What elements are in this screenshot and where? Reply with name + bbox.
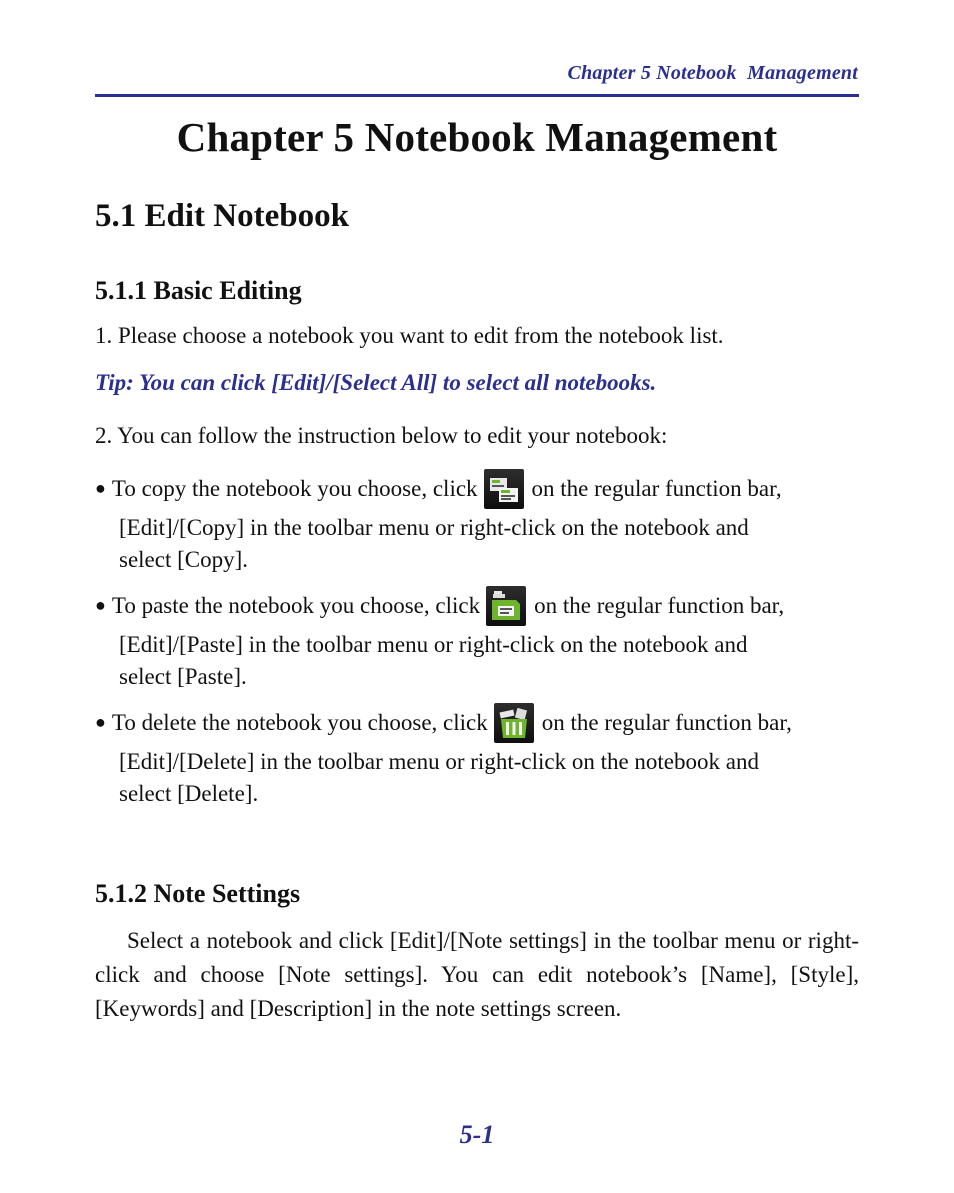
bullet-copy-line3: select [Copy]. (119, 547, 249, 572)
chapter-title: Chapter 5 Notebook Management (176, 114, 778, 160)
tip-text: Tip: You can click [Edit]/[Select All] to select all notebooks. (95, 370, 657, 395)
paste-notebook-icon (486, 586, 526, 626)
bullet-copy-line2: [Edit]/[Copy] in the toolbar menu or right-click on the notebook and (119, 515, 749, 540)
bullet-dot: ● (95, 478, 106, 498)
bullet-delete-line2: [Edit]/[Delete] in the toolbar menu or right-click on the notebook and (119, 749, 759, 774)
step-2-text: 2. You can follow the instruction below to edit your notebook: (95, 423, 668, 448)
delete-notebook-icon (494, 703, 534, 743)
bullet-paste-line2: [Edit]/[Paste] in the toolbar menu or right-click on the notebook and (119, 632, 748, 657)
page-number: 5-1 (459, 1120, 495, 1149)
bullet-delete-text-after: on the regular function bar, (541, 710, 792, 735)
running-header: Chapter 5 Notebook Management (567, 62, 858, 84)
bullet-copy (95, 466, 865, 576)
bullet-copy-text-before: To copy the notebook you choose, click (111, 476, 478, 501)
bullet-paste-line3: select [Paste]. (119, 664, 247, 689)
note-settings-text: Select a notebook and click [Edit]/[Note settings] in the toolbar menu or right-click and choose [Note settings]. You can edit notebook’s [Name], [Style], [Keywords] and [Description] in the note settings screen. (95, 928, 859, 1021)
subsection-title-basic-editing: 5.1.1 Basic Editing (95, 276, 302, 305)
bullet-delete (95, 700, 865, 810)
header-rule (95, 94, 859, 97)
bullet-dot: ● (95, 712, 106, 732)
copy-notebook-icon (484, 469, 524, 509)
bullet-paste-text-before: To paste the notebook you choose, click (111, 593, 481, 618)
note-settings-body (95, 924, 859, 1026)
bullet-copy-text-after: on the regular function bar, (531, 476, 782, 501)
section-title: 5.1 Edit Notebook (95, 198, 349, 234)
bullet-paste-text-after: on the regular function bar, (534, 593, 785, 618)
step-1-text: 1. Please choose a notebook you want to edit from the notebook list. (95, 323, 724, 348)
bullet-delete-text-before: To delete the notebook you choose, click (111, 710, 488, 735)
bullet-paste (95, 583, 865, 693)
bullet-delete-line3: select [Delete]. (119, 781, 259, 806)
bullet-dot: ● (95, 595, 106, 615)
subsection-title-note-settings: 5.1.2 Note Settings (95, 879, 301, 908)
